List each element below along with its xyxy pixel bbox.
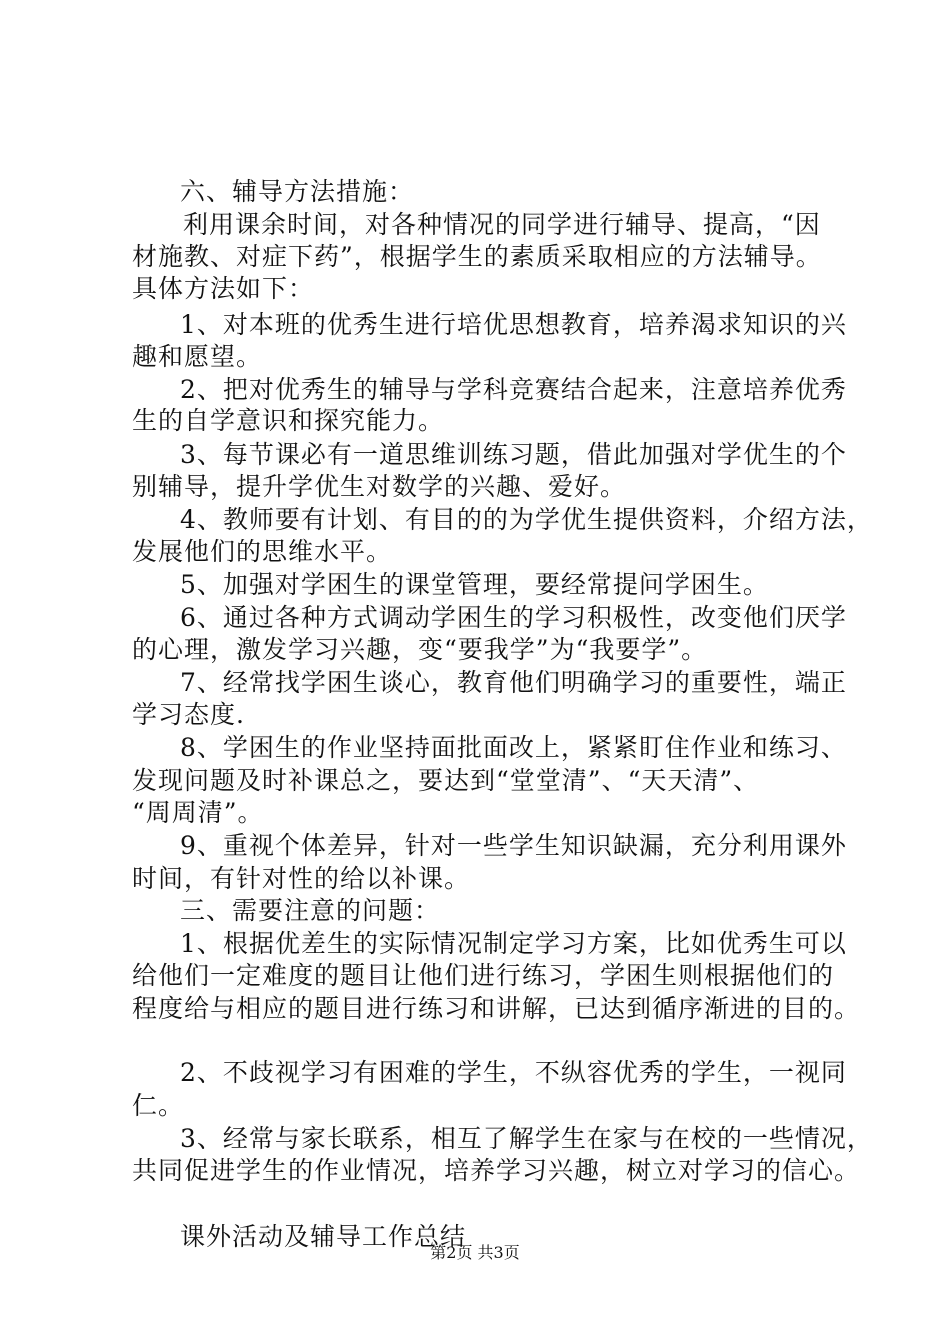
section-heading-6: 六、辅导方法措施：: [180, 177, 415, 206]
list-item-line: 发现问题及时补课总之，要达到“堂堂清”、“天天清”、: [132, 766, 760, 795]
list-item-line: 2、把对优秀生的辅导与学科竞赛结合起来，注意培养优秀: [180, 375, 847, 404]
list-item-line: 1、根据优差生的实际情况制定学习方案，比如优秀生可以: [180, 929, 847, 958]
list-item-line: 趣和愿望。: [132, 342, 263, 371]
list-item-line: 的心理，激发学习兴趣，变“要我学”为“我要学”。: [132, 635, 708, 664]
list-item-line: 给他们一定难度的题目让他们进行练习，学困生则根据他们的: [132, 961, 835, 990]
document-title: 课外活动及辅导工作总结: [180, 1222, 467, 1251]
list-item-line: “周周清”。: [132, 798, 264, 827]
list-item-line: 程度给与相应的题目进行练习和讲解，已达到循序渐进的目的。: [132, 994, 861, 1023]
list-item-line: 7、经常找学困生谈心，教育他们明确学习的重要性，端正: [180, 668, 847, 697]
list-item-line: 5、加强对学困生的课堂管理，要经常提问学困生。: [180, 570, 769, 599]
list-item-line: 仁。: [132, 1091, 185, 1120]
section-heading-3: 三、需要注意的问题：: [180, 896, 441, 925]
list-item-line: 学习态度.: [132, 700, 245, 729]
list-item-line: 别辅导，提升学优生对数学的兴趣、爱好。: [132, 472, 627, 501]
list-item-line: 6、通过各种方式调动学困生的学习积极性，改变他们厌学: [180, 603, 847, 632]
list-item-line: 2、不歧视学习有困难的学生，不纵容优秀的学生，一视同: [180, 1058, 847, 1087]
paragraph-line: 具体方法如下：: [132, 274, 315, 303]
paragraph-line: 材施教、对症下药”，根据学生的素质采取相应的方法辅导。: [132, 242, 822, 271]
list-item-line: 3、经常与家长联系，相互了解学生在家与在校的一些情况，: [180, 1124, 873, 1153]
list-item-line: 3、每节课必有一道思维训练习题，借此加强对学优生的个: [180, 440, 847, 469]
paragraph-line: 利用课余时间，对各种情况的同学进行辅导、提高，“因: [183, 210, 821, 239]
list-item-line: 生的自学意识和探究能力。: [132, 406, 445, 435]
list-item-line: 9、重视个体差异，针对一些学生知识缺漏，充分利用课外: [180, 831, 847, 860]
list-item-line: 时间，有针对性的给以补课。: [132, 864, 471, 893]
list-item-line: 8、学困生的作业坚持面批面改上，紧紧盯住作业和练习、: [180, 733, 847, 762]
list-item-line: 发展他们的思维水平。: [132, 537, 393, 566]
list-item-line: 1、对本班的优秀生进行培优思想教育，培养渴求知识的兴: [180, 310, 847, 339]
list-item-line: 共同促进学生的作业情况，培养学习兴趣，树立对学习的信心。: [132, 1156, 861, 1185]
list-item-line: 4、教师要有计划、有目的的为学优生提供资料，介绍方法，: [180, 505, 873, 534]
page-number: 第2页 共3页: [430, 1243, 520, 1262]
